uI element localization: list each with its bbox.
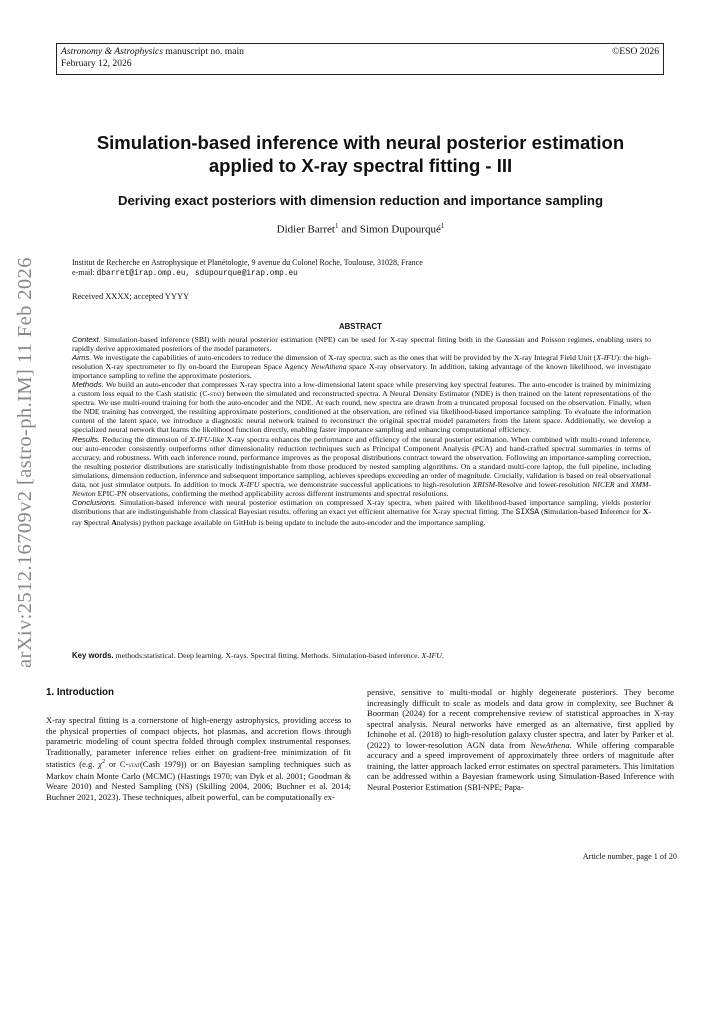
results-xmm: XMM-Newton <box>72 479 651 498</box>
title-line-1: Simulation-based inference with neural posterior estimation <box>96 132 625 153</box>
results-label: Results. <box>72 434 100 444</box>
abstract-aims <box>72 353 651 380</box>
methods-cstat: stat <box>210 389 222 399</box>
author-1: Didier Barret <box>276 223 335 236</box>
section-heading-introduction: 1. Introduction <box>46 687 115 698</box>
results-text-3: spectra, we demonstrate successful applications to high-resolution <box>259 479 473 489</box>
abstract-conclusions <box>72 498 651 527</box>
results-xifu-2: X-IFU <box>239 479 260 489</box>
results-text-4: -Resolve and lower-resolution <box>495 479 593 489</box>
methods-label: Methods. <box>72 380 104 390</box>
acronym-pectral: pectral <box>88 517 112 527</box>
abstract-methods <box>72 380 651 434</box>
context-label: Context. <box>72 335 101 344</box>
aims-text-2: ): the high-resolution X-ray spectrometer to fly on-board the European Space Agency <box>72 353 652 372</box>
intro-right-text-1: pensive, sensitive to multi-modal or highly degenerate posteriors. They become increasingly difficult to scale as models and data grow in complexity, see Buchner & Boorman (2024) for a recent comprehensive review of statistical approaches in X-ray spectral analysis. Neural networks have emerged as an alternative, first applied by Ichinohe et al. (2018) to high-resolution galaxy cluster spectra, and later by Parker et al. (2022) to lower-resolution AGN data from <box>367 687 674 750</box>
email-label: e-mail: <box>72 268 97 277</box>
abstract <box>72 335 651 527</box>
intro-newathena: NewAthena <box>530 739 570 750</box>
aims-newathena: NewAthena <box>310 362 347 372</box>
received-line: Received XXXX; accepted YYYY <box>72 292 190 301</box>
email-line <box>72 268 423 279</box>
conclusions-text-1: Simulation-based inference with neural posterior estimation on compressed X-ray spectra, when paired with likelihood-based importance sampling, yields posterior distributions that are indistinguishable from classical Bayesian results, offering an exact yet efficient alternative for X-ray spectral fitting. The <box>72 497 651 516</box>
aims-label: Aims. <box>72 353 92 363</box>
abstract-context <box>72 335 651 353</box>
abstract-heading: ABSTRACT <box>339 322 382 331</box>
paper-title <box>60 132 661 177</box>
intro-stat: stat <box>128 760 140 770</box>
author-2: Simon Dupourqué <box>359 223 441 236</box>
results-text-1: Reducing the dimension of <box>100 434 190 444</box>
intro-paragraph-1 <box>46 715 351 802</box>
journal-name: Astronomy & Astrophysics <box>61 46 163 57</box>
results-text-2: -like X-ray spectra enhances the performance and efficiency of the neural posterior estimation. When combined with multi-round inference, our auto-encoder consistently outperforms other dimensionality reduction techniques such as Principal Component Analysis (PCA) and hand-crafted spectral summaries in terms of accuracy, and robustness. With each inference round, performance improves as the proposal distributions contract toward the observation. Following an importance-sampling correction, the resulting posterior distributions are statistically indistinguishable from those produced by nested sampling algorithms. On a standard multi-core laptop, the full pipeline, including simulations, dimension reduction, inference and subsequent importance sampling, achieves speedups exceeding an order of magnitude. Crucially, validation is based on real observational data, not just simulator outputs. In addition to mock <box>72 434 651 489</box>
paper-subtitle: Deriving exact posteriors with dimension reduction and importance sampling <box>117 193 604 208</box>
header-date: February 12, 2026 <box>61 58 132 69</box>
title-line-2: applied to X-ray spectral fitting - III <box>208 154 513 176</box>
acronym-s1: S <box>543 506 549 516</box>
conclusions-text-2: ( <box>539 506 544 516</box>
aims-text-1: We investigate the capabilities of auto-encoders to reduce the dimension of X-ray spectra, such as the ones that will be provided by the X-ray Integral Field Unit ( <box>91 353 597 363</box>
keywords-label: Key words. <box>72 651 114 660</box>
aims-xifu: X-IFU <box>596 353 617 363</box>
context-text: Simulation-based inference (SBI) with neural posterior estimation (NPE) can be used for X-ray spectral fitting both in the Gaussian and Poisson regimes, enabling users to rapidly derive approximated posteriors of the model parameters. <box>72 335 651 354</box>
running-header <box>56 43 664 75</box>
keywords-text: methods:statistical. Deep learning. X-rays. Spectral fitting. Methods. Simulation-based inference. <box>113 651 422 660</box>
results-xrism: XRISM <box>472 479 496 489</box>
results-xifu: X-IFU <box>189 434 210 444</box>
keywords-xifu: X-IFU <box>421 651 442 660</box>
acronym-imulation: imulation-based <box>548 506 600 516</box>
intro-left-text-1: X-ray spectral fitting is a cornerstone of high-energy astrophysics, providing access to the physical properties of compact objects, hot plasmas, and accretion flows through parametric modeling of count spectra folded through complex instrumental responses. Traditionally, parameter inference relies either on gradient-free minimization of fit statistics (e.g. <box>46 715 351 770</box>
intro-right-column <box>367 687 674 792</box>
chi-symbol: χ <box>98 759 103 770</box>
arxiv-stamp: arXiv:2512.16709v2 [astro-ph.IM] 11 Feb 2026 <box>14 257 36 668</box>
conclusions-label: Conclusions. <box>72 497 117 507</box>
intro-left-column <box>46 715 351 802</box>
aims-text-3: space X-ray observatory. In addition, taking advantage of the known likelihood, we investigate importance sampling to refine the approximate posteriors. <box>72 362 651 381</box>
email-addresses[interactable]: dbarret@irap.omp.eu, sdupourque@irap.omp.eu <box>96 270 298 278</box>
acronym-i: I <box>599 506 604 516</box>
acronym-x: X <box>642 506 649 516</box>
methods-text-2: ) between the simulated and reconstructed spectra. A Neural Density Estimator (NDE) is then trained on the latent representations of the spectra. We use multi-round training for both the auto-encoder and the NDE. At each round, new spectra are drawn from a truncated proposal focused on the observation. Finally, when the NDE training has converged, the resulting approximate posteriors, conditioned at the observation, are refined via likelihood-based importance sampling. To evaluate the information content of the latent space, we introduce a diagnostic neural network trained to reconstruct the original spectral model parameters from the latent space. Additionally, we develop a specialized neural network that learns the likelihood function directly, enabling faster importance sampling and enhancing computational efficiency. <box>72 389 651 435</box>
sixsa-package: SIXSA <box>515 508 540 517</box>
intro-right-text-2: . While offering comparable accuracy and a speed improvement of approximately three orders of magnitude after training, the latter approach lacked error estimates on spectral parameters. This limitation can be addressed within a Bayesian framework using Simulation-Based Inference with Neural Posterior Estimation (SBI-NPE; Papa- <box>367 739 675 792</box>
acronym-s2: S <box>83 517 89 527</box>
keywords-end: . <box>441 651 444 660</box>
acronym-nference: nference for <box>603 506 643 516</box>
acronym-a: A <box>111 517 117 527</box>
manuscript-label: manuscript no. main <box>162 46 244 57</box>
intro-left-text-3: (Cash 1979)) or on Bayesian sampling techniques such as Markov chain Monte Carlo (MCMC) (Hastings 1970; van Dyk et al. 2001; Goodman & Weare 2010) and Nested Sampling (NS) (Skilling 2004, 2006; Buchner et al. 2014; Buchner 2021, 2023). These techniques, albeit powerful, can be computationally ex- <box>46 759 351 802</box>
abstract-results <box>72 435 651 498</box>
intro-left-text-2: or C- <box>105 759 129 770</box>
acronym-ray: -ray <box>72 506 651 527</box>
keywords <box>72 651 662 660</box>
header-copyright: ©ESO 2026 <box>612 46 659 57</box>
intro-paragraph-continued <box>367 687 674 792</box>
conclusions-text-3: ) python package available on GitHub is being update to include the auto-encoder and the importance sampling. <box>138 517 486 527</box>
results-text-5: and <box>614 479 631 489</box>
author-1-affil: 1 <box>334 222 339 230</box>
results-text-6: EPIC-PN observations, confirming the method applicability across different instruments and spectral resolutions. <box>95 488 449 498</box>
acronym-nalysis: nalysis <box>116 517 139 527</box>
page-footer: Article number, page 1 of 20 <box>582 852 677 861</box>
results-nicer: NICER <box>592 479 615 489</box>
affiliation: Institut de Recherche en Astrophysique et Planétologie, 9 avenue du Colonel Roche, Toulouse, 31028, France <box>72 258 423 267</box>
methods-text-1: We build an auto-encoder that compresses X-ray spectra into a low-dimensional latent space while preserving key spectral features. The auto-encoder is trained by minimizing a custom loss equal to the Cash statistic (C- <box>72 380 651 399</box>
author-list <box>60 222 661 236</box>
header-journal-line <box>61 46 244 58</box>
affiliation-block <box>72 258 423 279</box>
chi-exponent: 2 <box>102 759 106 766</box>
author-separator: and <box>338 223 360 236</box>
author-2-affil: 1 <box>440 222 445 230</box>
